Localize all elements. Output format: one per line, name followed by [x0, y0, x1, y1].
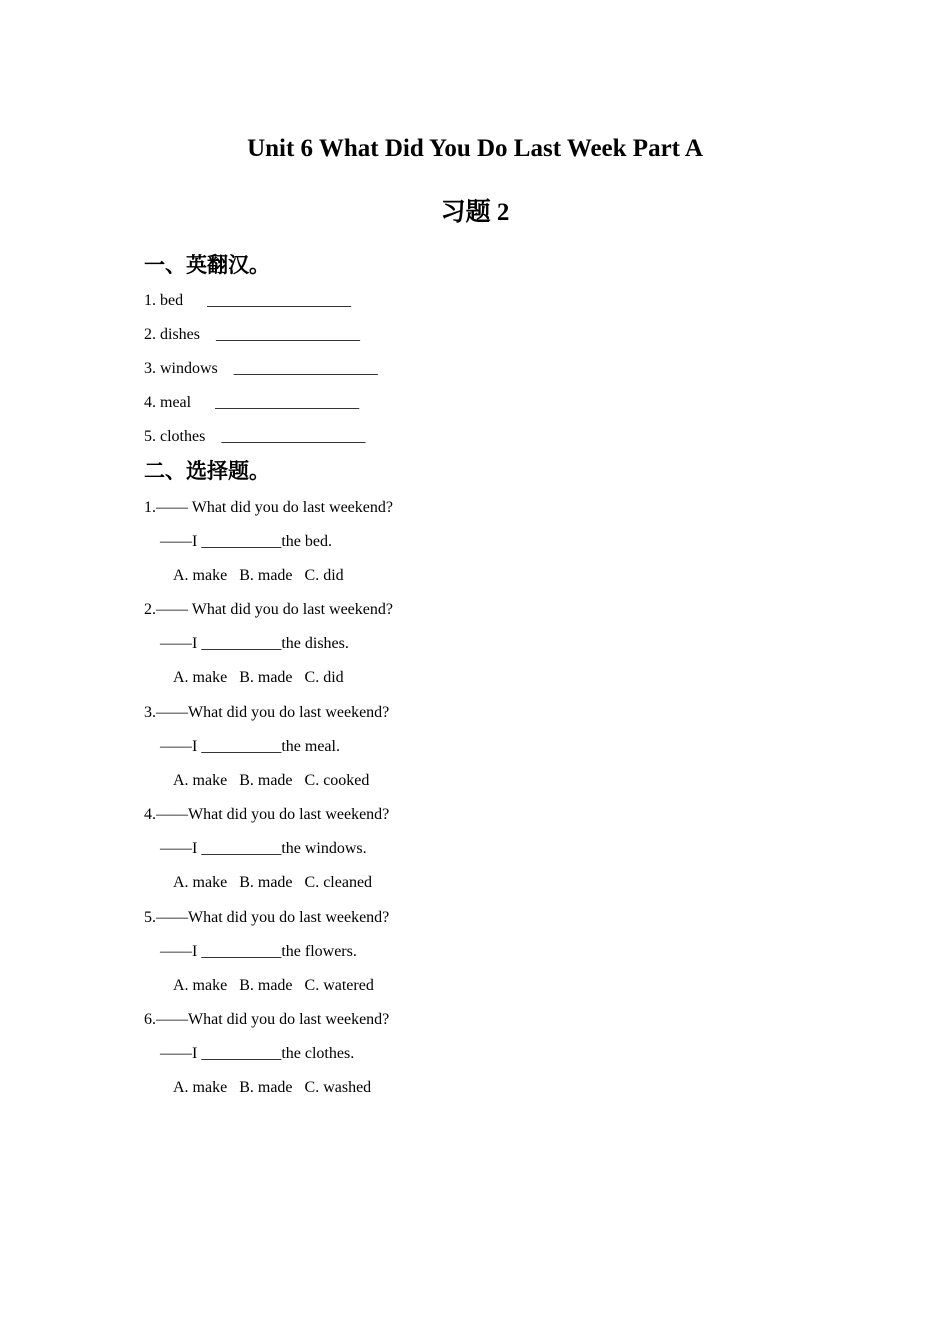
translation-item: 5. clothes __________________	[144, 428, 366, 445]
answer-blank: ——I __________the meal.	[160, 738, 340, 755]
translation-item: 2. dishes __________________	[144, 326, 360, 343]
page-title: Unit 6 What Did You Do Last Week Part A	[247, 135, 703, 162]
answer-options: A. make B. made C. did	[173, 669, 344, 686]
answer-blank: ——I __________the bed.	[160, 533, 332, 550]
page-subtitle: 习题 2	[440, 199, 510, 226]
question-text: 2.—— What did you do last weekend?	[144, 601, 393, 618]
question-text: 1.—— What did you do last weekend?	[144, 499, 393, 516]
question-text: 6.——What did you do last weekend?	[144, 1011, 390, 1028]
answer-options: A. make B. made C. cleaned	[173, 874, 373, 891]
translation-item: 3. windows __________________	[144, 360, 378, 377]
answer-blank: ——I __________the windows.	[160, 840, 367, 857]
question-text: 4.——What did you do last weekend?	[144, 806, 390, 823]
answer-options: A. make B. made C. did	[173, 567, 344, 584]
section2-heading: 二、选择题。	[144, 459, 270, 483]
section1-heading: 一、英翻汉。	[144, 253, 270, 277]
answer-blank: ——I __________the clothes.	[160, 1045, 355, 1062]
question-text: 3.——What did you do last weekend?	[144, 704, 390, 721]
answer-options: A. make B. made C. cooked	[173, 772, 370, 789]
answer-options: A. make B. made C. watered	[173, 977, 374, 994]
translation-item: 1. bed __________________	[144, 292, 352, 309]
answer-options: A. make B. made C. washed	[173, 1079, 372, 1096]
question-text: 5.——What did you do last weekend?	[144, 909, 390, 926]
answer-blank: ——I __________the dishes.	[160, 635, 349, 652]
translation-item: 4. meal __________________	[144, 394, 360, 411]
answer-blank: ——I __________the flowers.	[160, 943, 357, 960]
